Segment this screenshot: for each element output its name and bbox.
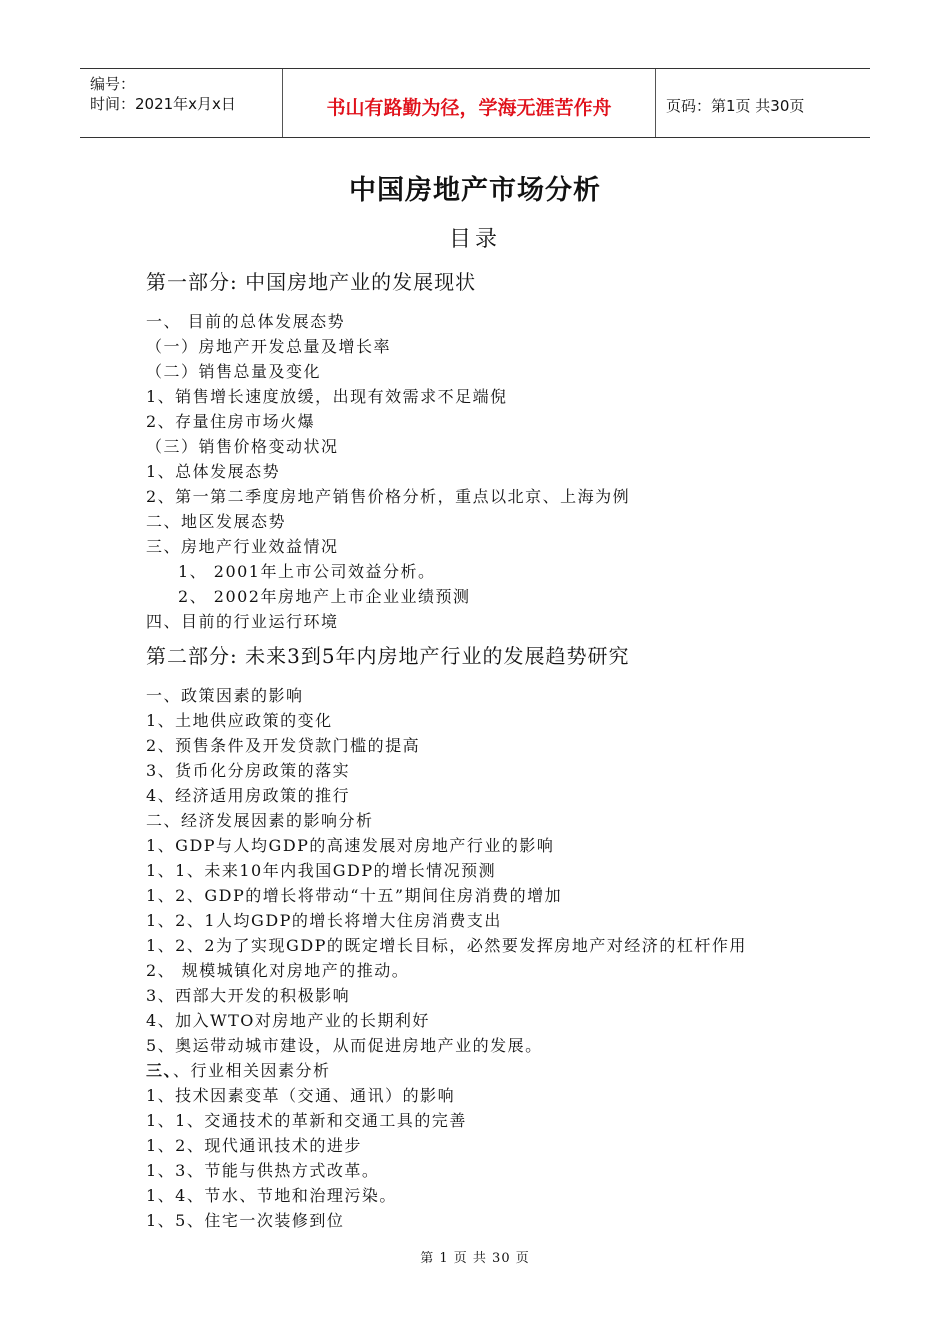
motto: 书山有路勤为径，学海无涯苦作舟 bbox=[326, 97, 612, 119]
toc-item-3-prefix: 三、 bbox=[146, 1061, 174, 1080]
toc-item: 1、土地供应政策的变化 bbox=[146, 711, 333, 730]
toc-item: 一、政策因素的影响 bbox=[146, 686, 304, 705]
part2-heading: 第二部分: 未来3到5年内房地产行业的发展趋势研究 bbox=[146, 644, 630, 668]
toc-item: 1、总体发展态势 bbox=[146, 462, 281, 481]
toc-item: 1、5、住宅一次装修到位 bbox=[146, 1211, 345, 1230]
toc-item: 1、2、1人均GDP的增长将增大住房消费支出 bbox=[146, 911, 502, 930]
page-footer: 第 1 页 共 30 页 bbox=[420, 1251, 530, 1266]
toc-item: 2、 规模城镇化对房地产的推动。 bbox=[146, 961, 410, 980]
toc-item: 1、3、节能与供热方式改革。 bbox=[146, 1161, 380, 1180]
toc-item-3-text: 、行业相关因素分析 bbox=[173, 1061, 331, 1080]
date-label: 时间：2021年x月x日 bbox=[90, 95, 236, 113]
toc-title: 目录 bbox=[448, 227, 501, 252]
toc-item: 1、2、现代通讯技术的进步 bbox=[146, 1136, 362, 1155]
number-label: 编号： bbox=[90, 75, 136, 93]
toc-item: 1、2、GDP的增长将带动“十五”期间住房消费的增加 bbox=[146, 886, 563, 905]
toc-item: 1、技术因素变革（交通、通讯）的影响 bbox=[146, 1086, 456, 1105]
toc-item: （二）销售总量及变化 bbox=[146, 362, 322, 381]
toc-item: 四、目前的行业运行环境 bbox=[146, 612, 339, 631]
toc-item: 3、西部大开发的积极影响 bbox=[146, 986, 351, 1005]
page-label: 页码：第1页 共30页 bbox=[666, 97, 805, 115]
header-page-cell bbox=[656, 69, 870, 137]
toc-item: 5、奥运带动城市建设，从而促进房地产业的发展。 bbox=[146, 1036, 543, 1055]
toc-item: 1、2、2为了实现GDP的既定增长目标，必然要发挥房地产对经济的杠杆作用 bbox=[146, 936, 747, 955]
toc-item: 1、1、未来10年内我国GDP的增长情况预测 bbox=[146, 861, 497, 880]
toc-item: 2、预售条件及开发贷款门槛的提高 bbox=[146, 736, 421, 755]
toc-item-3 bbox=[146, 1061, 331, 1081]
header-motto-cell bbox=[283, 69, 656, 137]
part1-heading: 第一部分: 中国房地产业的发展现状 bbox=[146, 270, 477, 294]
toc-item: 二、地区发展态势 bbox=[146, 512, 287, 531]
toc-item: 三、房地产行业效益情况 bbox=[146, 537, 339, 556]
document-header bbox=[80, 68, 870, 138]
toc-item: 4、经济适用房政策的推行 bbox=[146, 786, 351, 805]
toc-item: 2、存量住房市场火爆 bbox=[146, 412, 316, 431]
toc-item: 1、销售增长速度放缓，出现有效需求不足端倪 bbox=[146, 387, 508, 406]
toc-item: 1、 2001年上市公司效益分析。 bbox=[178, 562, 436, 581]
toc-item: 1、GDP与人均GDP的高速发展对房地产行业的影响 bbox=[146, 836, 555, 855]
toc-item: 4、加入WTO对房地产业的长期利好 bbox=[146, 1011, 430, 1030]
toc-item: 3、货币化分房政策的落实 bbox=[146, 761, 351, 780]
document-title: 中国房地产市场分析 bbox=[349, 175, 601, 206]
toc-item: （一）房地产开发总量及增长率 bbox=[146, 337, 392, 356]
toc-item: （三）销售价格变动状况 bbox=[146, 437, 339, 456]
toc-item: 1、4、节水、节地和治理污染。 bbox=[146, 1186, 397, 1205]
toc-item: 2、 2002年房地产上市企业业绩预测 bbox=[178, 587, 471, 606]
toc-item: 一、 目前的总体发展态势 bbox=[146, 312, 346, 331]
header-meta-cell bbox=[80, 69, 283, 137]
toc-item: 1、1、交通技术的革新和交通工具的完善 bbox=[146, 1111, 467, 1130]
toc-item: 二、经济发展因素的影响分析 bbox=[146, 811, 374, 830]
toc-item: 2、第一第二季度房地产销售价格分析，重点以北京、上海为例 bbox=[146, 487, 631, 506]
